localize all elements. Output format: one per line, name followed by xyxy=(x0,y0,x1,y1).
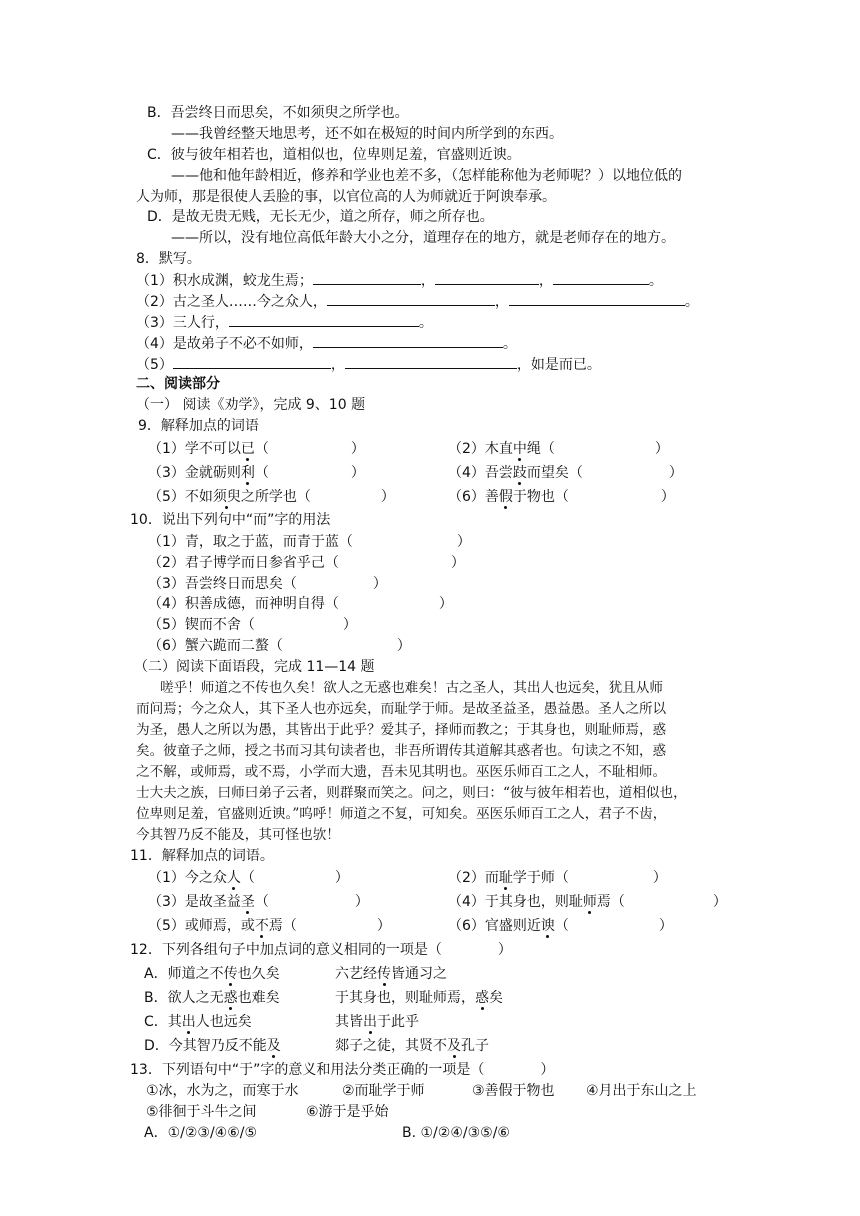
period: 。 xyxy=(684,294,699,310)
q13-sentence: ②而耻学于师 xyxy=(342,1083,425,1099)
q8-item3 xyxy=(136,312,433,333)
dotted-word: 惑 xyxy=(475,990,489,1006)
q9-item6 xyxy=(448,487,675,507)
q9-item2-post: 绳（ xyxy=(526,441,555,457)
close-paren: ） xyxy=(652,870,667,886)
q13-sentence: ⑥游于是乎始 xyxy=(306,1104,389,1120)
answer-blank[interactable] xyxy=(435,270,539,285)
q13-option-b[interactable]: B. ①/②④/③⑤/⑥ xyxy=(402,1125,510,1141)
q11-item3-pre: （3）是故圣益 xyxy=(148,894,241,910)
text: C．其 xyxy=(144,1014,182,1030)
close-paren: ） xyxy=(342,617,357,633)
q9-item3-post: （ xyxy=(254,465,269,481)
close-paren: ） xyxy=(712,894,727,910)
q12-title xyxy=(130,940,512,960)
q13-sentence: ⑤徘徊于斗牛之间 xyxy=(146,1104,257,1120)
q10-item1-text: （1）青，取之于蓝，而青于蓝（ xyxy=(148,534,353,550)
dotted-word: 惑 xyxy=(223,990,238,1006)
passage-line: 为圣，愚人之所以为愚，其皆出于此乎？爱其子，择师而教之；于其身也，则耻师焉，惑 xyxy=(136,722,667,738)
q11-title: 11．解释加点的词语。 xyxy=(130,848,274,864)
period: 。 xyxy=(502,336,517,352)
comma: ， xyxy=(538,273,553,289)
text: 其皆 xyxy=(335,1014,363,1030)
option-b-translation: ——我曾经整天地思考，还不如在极短的时间内所学到的东西。 xyxy=(171,126,563,142)
answer-blank[interactable] xyxy=(313,270,421,285)
q12-option-a-right xyxy=(335,964,447,984)
text: 皆通习之 xyxy=(391,966,447,982)
q10-item4 xyxy=(148,594,453,614)
q11-item4-pre: （4）于其身也，则耻 xyxy=(448,894,583,910)
dotted-word: 传 xyxy=(377,966,391,982)
dotted-word: 不 xyxy=(254,918,269,934)
q11-item5-pre: （5）或师焉，或 xyxy=(148,918,255,934)
q12-option-c-right xyxy=(335,1012,419,1032)
period: 。 xyxy=(418,315,433,331)
q11-item6-pre: （6）官盛则近 xyxy=(448,918,541,934)
q8-title: 8．默写。 xyxy=(136,251,201,267)
close-paren: ） xyxy=(660,489,675,505)
text: 于其身也，则耻师焉， xyxy=(335,990,475,1006)
q12-title-text: 12．下列各组句子中加点词的意义相同的一项是（ xyxy=(130,942,442,958)
close-paren: ） xyxy=(654,441,669,457)
close-paren: ） xyxy=(456,534,471,550)
q8-item2-text: （2）古之圣人……今之众人， xyxy=(136,294,327,310)
text: 也久矣 xyxy=(237,966,280,982)
text: 六艺经 xyxy=(335,966,377,982)
close-paren: ） xyxy=(497,942,512,958)
passage-line: 矣。彼童子之师，授之书而习其句读者也，非吾所谓传其道解其惑者也。句读之不知，惑 xyxy=(136,743,667,759)
text: 孔子 xyxy=(461,1038,489,1054)
q10-item5-text: （5）锲而不舍（ xyxy=(148,617,255,633)
q10-item1 xyxy=(148,532,471,552)
q11-item1-pre: （1）今之众 xyxy=(148,870,227,886)
close-paren: ） xyxy=(438,596,453,612)
q8-item2 xyxy=(136,291,699,312)
passage-line: 之不解，或师焉，或不焉，小学而大遗，吾未见其明也。巫医乐师百工之人，不耻相师。 xyxy=(136,764,667,780)
q12-option-d-right xyxy=(335,1036,489,1056)
close-paren: ） xyxy=(396,638,411,654)
close-paren: ） xyxy=(658,918,673,934)
text: 人也远矣 xyxy=(195,1014,252,1030)
text: B．欲人之无 xyxy=(144,990,224,1006)
q11-item2-post: 学于师（ xyxy=(512,870,569,886)
answer-blank[interactable] xyxy=(173,354,331,369)
option-c-translation-line1: ——他和他年龄相近，修养和学业也差不多，（怎样能称他为老师呢？）以地位低的 xyxy=(171,168,682,184)
q11-item3 xyxy=(148,892,369,912)
q11-item6 xyxy=(448,916,673,936)
close-paren: ） xyxy=(376,918,391,934)
q13-sentence: ③善假于物也 xyxy=(472,1083,555,1099)
q12-option-c-left xyxy=(144,1012,252,1032)
text: 郯子之徒，其贤不 xyxy=(335,1038,447,1054)
q8-item4 xyxy=(136,333,517,354)
q10-item6-text: （6）蟹六跪而二螯（ xyxy=(148,638,283,654)
close-paren: ） xyxy=(540,1062,555,1078)
answer-blank[interactable] xyxy=(229,312,419,327)
dotted-word: 出 xyxy=(181,1014,196,1030)
passage-line: 而问焉；今之众人，其下圣人也亦远矣，而耻学于师。是故圣益圣，愚益愚。圣人之所以 xyxy=(136,701,667,717)
q11-item4 xyxy=(448,892,727,912)
q10-item3-text: （3）吾尝终日而思矣（ xyxy=(148,576,297,592)
q10-item6 xyxy=(148,636,411,656)
option-b-sentence: B．吾尝终日而思矣，不如须臾之所学也。 xyxy=(147,105,409,121)
q8-item5-end: ，如是而已。 xyxy=(516,357,601,373)
q11-item4-post: 焉（ xyxy=(596,894,625,910)
q9-item6-pre: （6）善 xyxy=(448,489,499,505)
q11-item2 xyxy=(448,868,667,888)
dotted-word: 跂 xyxy=(512,465,527,481)
close-paren: ） xyxy=(350,465,365,481)
q12-option-a-left xyxy=(144,964,280,984)
dotted-word: 已 xyxy=(240,441,255,457)
q9-item5 xyxy=(148,487,395,507)
q9-item2 xyxy=(448,439,669,459)
dotted-word: 中 xyxy=(512,441,527,457)
dotted-word: 利 xyxy=(240,465,255,481)
close-paren: ） xyxy=(668,465,683,481)
q13-sentence: ①冰，水为之，而寒于水 xyxy=(146,1083,299,1099)
q11-item1-post: （ xyxy=(240,870,255,886)
option-c-sentence: C．彼与彼年相若也，道相似也，位卑则足羞，官盛则近谀。 xyxy=(147,147,521,163)
q9-item1-pre: （1）学不可以 xyxy=(148,441,241,457)
q9-item6-post: 于物也（ xyxy=(512,489,569,505)
close-paren: ） xyxy=(372,576,387,592)
q8-item5-text: （5） xyxy=(136,357,173,373)
text: 矣 xyxy=(489,990,503,1006)
passage-line: 士大夫之族，曰师曰弟子云者，则群聚而笑之。问之，则曰：“彼与彼年相若也，道相似也， xyxy=(136,785,687,801)
q11-item5 xyxy=(148,916,391,936)
comma: ， xyxy=(494,294,509,310)
q9-item5-pre: （5）不如 xyxy=(148,489,213,505)
answer-blank[interactable] xyxy=(509,291,685,306)
close-paren: ） xyxy=(380,489,395,505)
q13-title-text: 13．下列语句中“于”字的意义和用法分类正确的一项是（ xyxy=(130,1062,485,1078)
q9-item5-post: 之所学也（ xyxy=(240,489,311,505)
q13-title xyxy=(130,1060,554,1080)
dotted-word: 师 xyxy=(582,894,597,910)
close-paren: ） xyxy=(334,870,349,886)
q9-item1-post: （ xyxy=(254,441,269,457)
q11-item5-post: 焉（ xyxy=(268,918,297,934)
q8-item5 xyxy=(136,354,601,375)
q9-item4-pre: （4）吾尝 xyxy=(448,465,513,481)
dotted-word: 圣 xyxy=(240,894,255,910)
dotted-word: 出 xyxy=(363,1014,377,1030)
q12-option-d-left xyxy=(144,1036,281,1056)
passage-line: 嗟乎！师道之不传也久矣！欲人之无惑也难矣！古之圣人，其出人也远矣，犹且从师 xyxy=(160,680,663,696)
q9-title: 9．解释加点的词语 xyxy=(138,418,259,434)
comma: ， xyxy=(420,273,435,289)
dotted-word: 谀 xyxy=(540,918,555,934)
q11-item3-post: （ xyxy=(254,894,269,910)
q9-item3-pre: （3）金就砺则 xyxy=(148,465,241,481)
q13-sentence: ④月出于东山之上 xyxy=(586,1083,697,1099)
answer-blank[interactable] xyxy=(327,291,495,306)
q11-item2-pre: （2）而 xyxy=(448,870,499,886)
q13-option-a[interactable]: A．①/②③/④⑥/⑤ xyxy=(144,1125,258,1141)
option-d-translation: ——所以，没有地位高低年龄大小之分，道理存在的地方，就是老师存在的地方。 xyxy=(171,230,675,246)
answer-blank[interactable] xyxy=(345,354,517,369)
option-d-sentence: D．是故无贵无贱，无长无少，道之所存，师之所存也。 xyxy=(147,209,494,225)
q10-item2-text: （2）君子博学而日参省乎己（ xyxy=(148,555,339,571)
comma: ， xyxy=(330,357,345,373)
passage-line: 今其智乃反不能及，其可怪也欤！ xyxy=(136,827,340,843)
q9-item3 xyxy=(148,463,365,483)
passage-line: 位卑则足羞，官盛则近谀。”呜呼！师道之不复，可知矣。巫医乐师百工之人，君子不齿， xyxy=(136,806,667,822)
option-c-translation-line2: 人为师，那是很使人丢脸的事，以官位高的人为师就近于阿谀奉承。 xyxy=(136,189,556,205)
dotted-word: 耻 xyxy=(498,870,513,886)
answer-blank[interactable] xyxy=(313,333,503,348)
q9-item2-pre: （2）木直 xyxy=(448,441,513,457)
dotted-word: 传 xyxy=(223,966,238,982)
answer-blank[interactable] xyxy=(553,270,649,285)
q8-item4-text: （4）是故弟子不必不如师， xyxy=(136,336,313,352)
part1-title: （一） 阅读《劝学》，完成 9、10 题 xyxy=(136,397,366,413)
text: D．今其智乃反不能 xyxy=(144,1038,267,1054)
q10-item3 xyxy=(148,574,387,594)
q8-item1 xyxy=(136,270,663,291)
close-paren: ） xyxy=(354,894,369,910)
text: 也难矣 xyxy=(237,990,280,1006)
q9-item4-post: 而望矣（ xyxy=(526,465,583,481)
q11-item6-post: （ xyxy=(554,918,569,934)
q11-item1 xyxy=(148,868,349,888)
q9-item1 xyxy=(148,439,365,459)
section2-title: 二、阅读部分 xyxy=(136,376,220,392)
part2-title: （二）阅读下面语段，完成 11—14 题 xyxy=(134,659,375,675)
dotted-word: 及 xyxy=(447,1038,461,1054)
text: A．师道之不 xyxy=(144,966,224,982)
q10-item2 xyxy=(148,553,465,573)
q10-title: 10．说出下列句中“而”字的用法 xyxy=(130,512,331,528)
q8-item1-text: （1）积水成渊，蛟龙生焉； xyxy=(136,273,313,289)
q12-option-b-right xyxy=(335,988,503,1008)
dotted-word: 须臾 xyxy=(212,489,241,505)
q8-item3-text: （3）三人行， xyxy=(136,315,229,331)
q12-option-b-left xyxy=(144,988,280,1008)
dotted-word: 及 xyxy=(266,1038,281,1054)
period: 。 xyxy=(648,273,663,289)
q10-item4-text: （4）积善成德，而神明自得（ xyxy=(148,596,339,612)
close-paren: ） xyxy=(450,555,465,571)
text: 于此乎 xyxy=(377,1014,419,1030)
close-paren: ） xyxy=(350,441,365,457)
dotted-word: 假 xyxy=(498,489,513,505)
q9-item4 xyxy=(448,463,683,483)
dotted-word: 人 xyxy=(226,870,241,886)
q10-item5 xyxy=(148,615,357,635)
